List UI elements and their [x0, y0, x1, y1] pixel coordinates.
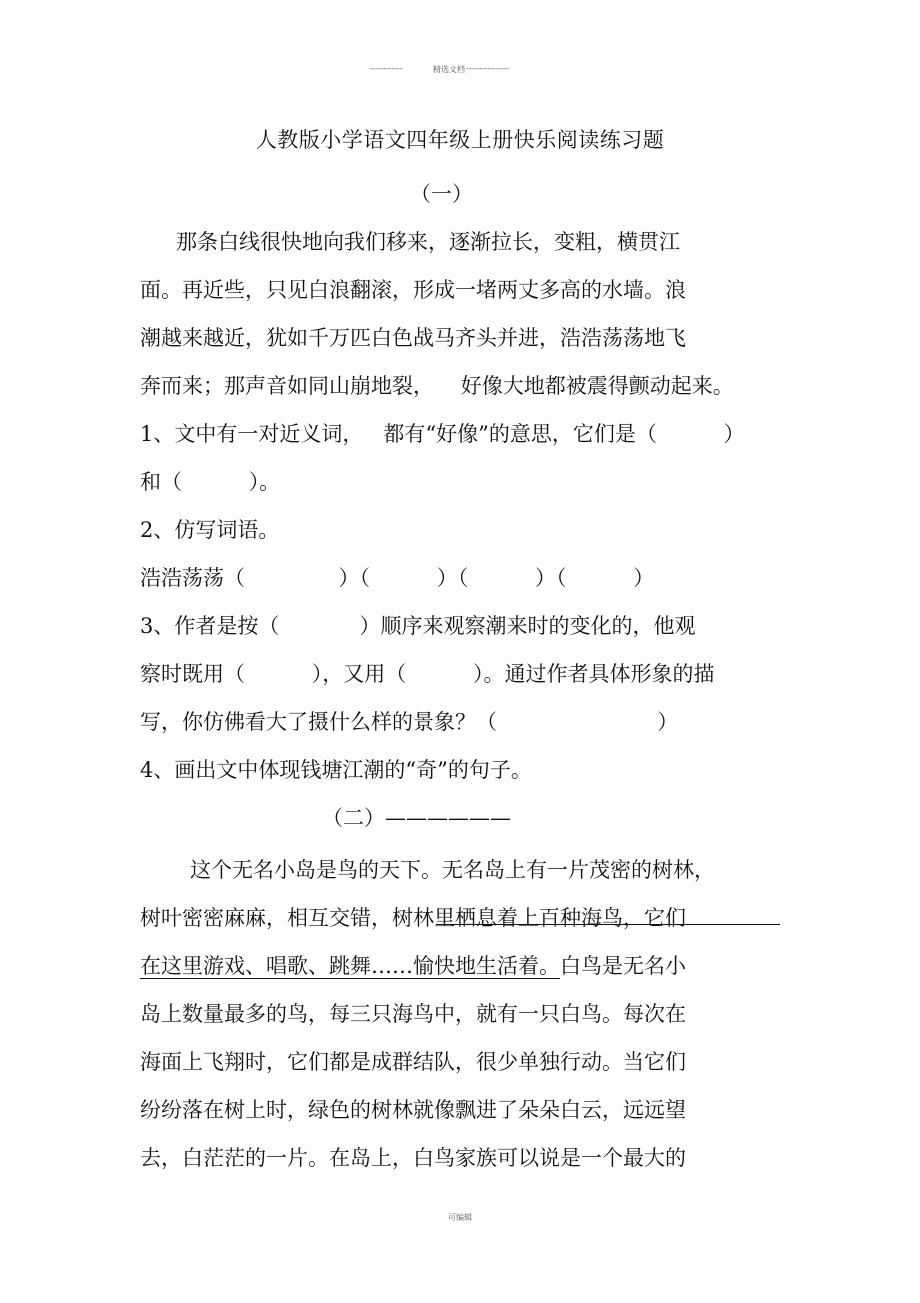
- passage1-line-1: 那条白线很快地向我们移来，逐渐拉长，变粗，横贯江: [176, 230, 680, 254]
- document-title: 人教版小学语文四年级上册快乐阅读练习题: [255, 128, 665, 152]
- passage2-line-2-plain: 树叶密密麻麻，相互交错，树林: [140, 906, 434, 930]
- question-2: 2、仿写词语。: [140, 518, 280, 542]
- header-dashes-right: ----------------: [466, 64, 510, 73]
- question-4: 4、画出文中体现钱塘江潮的“奇”的句子。: [140, 758, 532, 782]
- passage2-line-2-underlined: 里栖息着上百种海鸟，它们: [434, 906, 686, 930]
- page-header: [0, 64, 920, 80]
- passage2-line-1: 这个无名小岛是鸟的天下。无名岛上有一片茂密的树林，: [190, 858, 715, 882]
- passage1-line-3: 潮越来越近，犹如千万匹白色战马齐头并进，浩浩荡荡地飞: [140, 326, 686, 350]
- header-dashes-left: ------------: [370, 64, 403, 73]
- page-footer: 可编辑: [448, 1213, 472, 1222]
- section2-heading: （二）——————: [322, 806, 511, 830]
- question-2-blanks: 浩浩荡荡（ ）（ ）（ ）（ ）: [140, 566, 655, 590]
- passage2-line-7: 去，白茫茫的一片。在岛上，白鸟家族可以说是一个最大的: [140, 1146, 686, 1170]
- passage2-line-3-plain: 白鸟是无名小: [560, 954, 686, 978]
- header-label: 精选文档: [433, 65, 465, 74]
- passage1-line-4: 奔而来；那声音如同山崩地裂， 好像大地都被震得颤动起来。: [140, 374, 734, 398]
- question-1: 1、文中有一对近义词， 都有“好像”的意思，它们是（ ）: [140, 422, 745, 446]
- question-3-cont: 察时既用（ ），又用（ ）。通过作者具体形象的描: [140, 662, 715, 686]
- section1-heading: （一）: [410, 182, 473, 206]
- passage2-line-4: 岛上数量最多的鸟，每三只海鸟中，就有一只白鸟。每次在: [140, 1002, 686, 1026]
- passage2-line-2: [140, 904, 686, 932]
- underline-rule: [436, 924, 780, 925]
- passage2-line-3: [140, 952, 686, 980]
- question-3-cont-2: 写，你仿佛看大了摄什么样的景象？（ ）: [140, 710, 679, 734]
- passage2-line-3-underlined: 在这里游戏、唱歌、跳舞……愉快地生活着。: [140, 954, 560, 978]
- passage2-line-5: 海面上飞翔时，它们都是成群结队，很少单独行动。当它们: [140, 1050, 686, 1074]
- passage1-line-2: 面。再近些，只见白浪翻滚，形成一堵两丈多高的水墙。浪: [140, 278, 686, 302]
- question-3: 3、作者是按（ ）顺序来观察潮来时的变化的，他观: [140, 614, 696, 638]
- question-1-cont: 和（ ）。: [140, 470, 281, 494]
- passage2-line-6: 纷纷落在树上时，绿色的树林就像飘进了朵朵白云，远远望: [140, 1098, 686, 1122]
